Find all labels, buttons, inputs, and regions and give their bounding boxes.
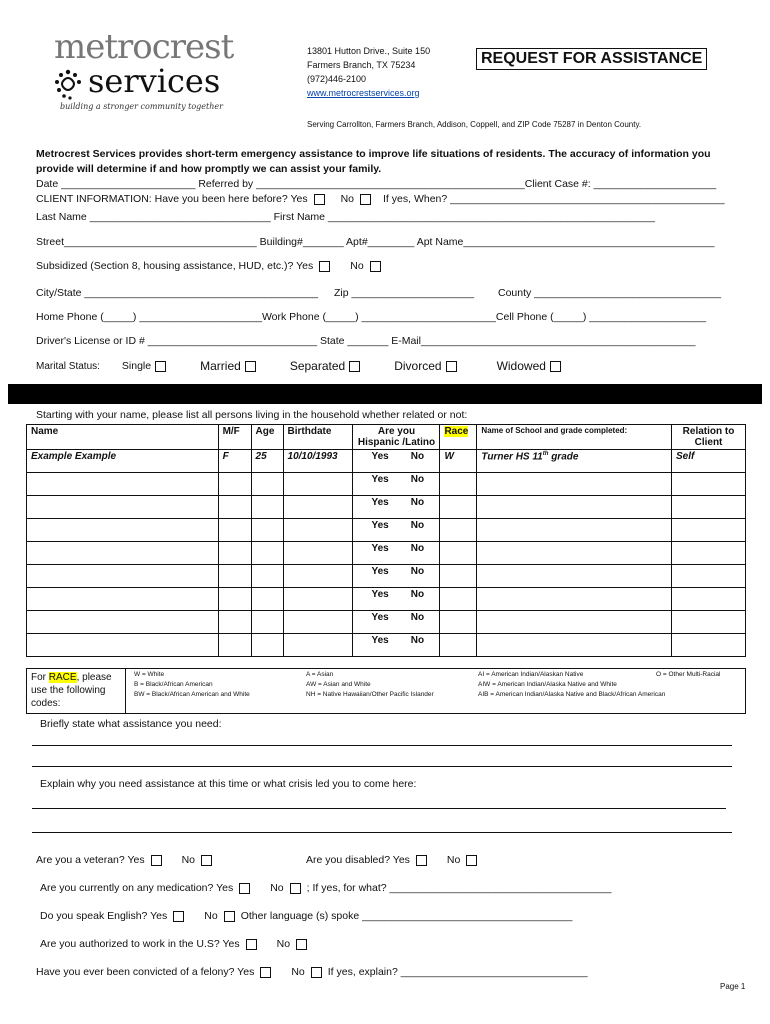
example-race: W	[440, 450, 477, 473]
website-link[interactable]: www.metrocrestservices.org	[307, 88, 420, 98]
example-relation: Self	[672, 450, 746, 473]
crisis-question: Explain why you need assistance at this time or what crisis led you to come here:	[40, 778, 417, 790]
example-birthdate: 10/10/1993	[283, 450, 353, 473]
widowed-label: Widowed	[496, 359, 546, 373]
row-yes[interactable]: Yes	[371, 497, 389, 508]
disabled-yes-checkbox[interactable]	[416, 855, 427, 866]
work-authorization-row	[40, 938, 307, 950]
row-yes[interactable]: Yes	[371, 520, 389, 531]
example-school	[477, 450, 672, 473]
disabled-no-label: No	[446, 854, 461, 866]
work-no-checkbox[interactable]	[296, 939, 307, 950]
name-field[interactable]: Last Name _______________________________ First Name ________________________________________________________	[36, 211, 655, 223]
race-code: NH = Native Hawaiian/Other Pacific Islander	[306, 691, 434, 698]
race-code: AI = American Indian/Alaskan Native	[478, 671, 584, 678]
been-here-no-checkbox[interactable]	[360, 194, 371, 205]
household-header-row	[27, 425, 746, 450]
header-relation: Relation to Client	[672, 425, 746, 450]
subsidized-yes-checkbox[interactable]	[319, 261, 330, 272]
example-school-suffix: grade	[548, 451, 579, 463]
work-no-label: No	[276, 938, 291, 950]
marital-status-label: Marital Status:	[36, 360, 100, 372]
felony-explain-field[interactable]: If yes, explain? ________________________________	[327, 966, 588, 978]
logo-text-metrocrest: metrocrest	[54, 27, 234, 67]
work-label: Are you authorized to work in the U.S? Yes	[40, 938, 240, 950]
address-line-2: Farmers Branch, TX 75234	[307, 60, 416, 70]
single-checkbox[interactable]	[155, 361, 166, 372]
english-no-label: No	[204, 910, 218, 922]
example-age: 25	[251, 450, 283, 473]
felony-no-label: No	[291, 966, 305, 978]
medication-if-field[interactable]: ; If yes, for what? ______________________________________	[306, 882, 612, 894]
subsidized-no-label: No	[350, 260, 364, 272]
example-yes: Yes	[371, 451, 389, 462]
address-line-1: 13801 Hutton Drive., Suite 150	[307, 46, 431, 56]
phone-number: (972)446-2100	[307, 74, 367, 84]
table-row[interactable]	[27, 473, 746, 496]
row-no[interactable]: No	[410, 612, 425, 623]
english-label: Do you speak English? Yes	[40, 910, 168, 922]
assistance-answer-line-2[interactable]	[32, 766, 732, 767]
yes-when-field[interactable]: If yes, When? _______________________________________________	[383, 193, 725, 205]
race-codes-label	[26, 668, 126, 714]
license-state-email-field[interactable]: Driver's License or ID # _____________________________ State _______ E-Mail_______________________________________________	[36, 335, 696, 347]
married-label: Married	[200, 359, 241, 373]
medication-label: Are you currently on any medication? Yes	[40, 882, 234, 894]
row-yes[interactable]: Yes	[371, 474, 389, 485]
row-yes[interactable]: Yes	[371, 589, 389, 600]
separated-label: Separated	[289, 359, 346, 373]
veteran-label: Are you a veteran? Yes	[36, 854, 145, 866]
household-table	[26, 424, 746, 657]
crisis-answer-line-2[interactable]	[32, 832, 732, 833]
header-race-text: Race	[444, 426, 469, 437]
subsidized-row	[36, 260, 381, 272]
veteran-no-label: No	[181, 854, 196, 866]
row-no[interactable]: No	[410, 543, 425, 554]
english-yes-checkbox[interactable]	[173, 911, 184, 922]
race-code: BW = Black/African American and White	[134, 691, 250, 698]
example-name: Example Example	[27, 450, 219, 473]
married-checkbox[interactable]	[245, 361, 256, 372]
separated-checkbox[interactable]	[349, 361, 360, 372]
header-name: Name	[27, 425, 219, 450]
work-yes-checkbox[interactable]	[246, 939, 257, 950]
subsidized-label: Subsidized (Section 8, housing assistance, HUD, etc.)? Yes	[36, 260, 314, 272]
intro-line-1: Metrocrest Services provides short-term emergency assistance to improve life situations of residents. The accuracy of information you	[36, 148, 711, 160]
row-no[interactable]: No	[410, 635, 425, 646]
felony-row	[36, 966, 588, 978]
header-age: Age	[251, 425, 283, 450]
race-code: W = White	[134, 671, 165, 678]
race-label-pre: For	[31, 672, 49, 683]
city-state-field[interactable]: City/State ________________________________________	[36, 287, 319, 299]
household-instruction: Starting with your name, please list all persons living in the household whether related or not:	[36, 409, 468, 421]
widowed-checkbox[interactable]	[550, 361, 561, 372]
table-row[interactable]	[27, 542, 746, 565]
divorced-label: Divorced	[394, 359, 442, 373]
race-label-race: RACE	[48, 672, 77, 683]
service-area: Serving Carrollton, Farmers Branch, Addison, Coppell, and ZIP Code 75287 in Denton County.	[307, 120, 642, 129]
veteran-yes-checkbox[interactable]	[151, 855, 162, 866]
medication-no-label: No	[270, 882, 284, 894]
race-code: B = Black/African American	[134, 681, 213, 688]
table-row-example	[27, 450, 746, 473]
single-label: Single	[121, 360, 152, 372]
header-birthdate: Birthdate	[283, 425, 353, 450]
medication-no-checkbox[interactable]	[290, 883, 301, 894]
section-divider-bar	[8, 384, 762, 404]
row-yes[interactable]: Yes	[371, 635, 389, 646]
example-school-sup: th	[542, 451, 549, 457]
header-race	[440, 425, 477, 450]
subsidized-no-checkbox[interactable]	[370, 261, 381, 272]
intro-line-2: provide will determine if and how promptly we can assist your family.	[36, 163, 382, 175]
race-code-other: O = Other Multi-Racial	[656, 671, 721, 678]
header-mf: M/F	[218, 425, 251, 450]
row-no[interactable]: No	[410, 497, 425, 508]
assistance-question: Briefly state what assistance you need:	[40, 718, 222, 730]
row-yes[interactable]: Yes	[371, 566, 389, 577]
table-row[interactable]	[27, 611, 746, 634]
row-no[interactable]: No	[410, 566, 425, 577]
been-here-yes-checkbox[interactable]	[314, 194, 325, 205]
example-no: No	[410, 451, 425, 462]
disabled-no-checkbox[interactable]	[466, 855, 477, 866]
example-mf: F	[218, 450, 251, 473]
crisis-answer-line-1[interactable]	[32, 808, 726, 809]
table-row[interactable]	[27, 588, 746, 611]
table-row[interactable]	[27, 565, 746, 588]
assistance-answer-line-1[interactable]	[32, 745, 732, 746]
race-code: A = Asian	[306, 671, 334, 678]
header-hispanic: Are you Hispanic /Latino	[353, 425, 440, 450]
client-info-label: CLIENT INFORMATION: Have you been here before? Yes	[36, 193, 308, 205]
veteran-row	[36, 854, 212, 866]
felony-yes-checkbox[interactable]	[260, 967, 271, 978]
disabled-label: Are you disabled? Yes	[306, 854, 410, 866]
page-number: Page 1	[720, 982, 746, 991]
been-here-no-label: No	[340, 193, 355, 205]
example-hispanic	[353, 450, 440, 473]
english-no-checkbox[interactable]	[224, 911, 235, 922]
phone-fields[interactable]: Home Phone (_____) _____________________Work Phone (_____) _______________________Cell Phone (_____) ____________________	[36, 311, 707, 323]
logo-text-services: services	[88, 62, 221, 100]
address-block	[307, 44, 430, 100]
county-field[interactable]: County ________________________________	[498, 287, 722, 299]
row-yes[interactable]: Yes	[371, 612, 389, 623]
disabled-row	[306, 854, 477, 866]
race-code: AW = Asian and White	[306, 681, 371, 688]
table-row[interactable]	[27, 496, 746, 519]
race-codes-col2	[306, 670, 434, 700]
row-no[interactable]: No	[410, 520, 425, 531]
street-field[interactable]: Street_________________________________ Building#_______ Apt#________ Apt Name___________________________________________	[36, 236, 715, 248]
date-referred-case-field[interactable]: Date _______________________ Referred by ______________________________________________Client Case #: _____________________	[36, 178, 717, 190]
marital-status-row	[36, 359, 561, 373]
english-row	[40, 910, 572, 922]
table-row[interactable]	[27, 519, 746, 542]
row-yes[interactable]: Yes	[371, 543, 389, 554]
other-language-field[interactable]: Other language (s) spoke ____________________________________	[240, 910, 573, 922]
client-info-row	[36, 193, 725, 205]
example-school-text: Turner HS 11	[481, 451, 543, 463]
race-codes-col1	[134, 670, 250, 700]
zip-field[interactable]: Zip _____________________	[334, 287, 475, 299]
felony-no-checkbox[interactable]	[311, 967, 322, 978]
medication-yes-checkbox[interactable]	[239, 883, 250, 894]
felony-label: Have you ever been convicted of a felony? Yes	[36, 966, 255, 978]
row-no[interactable]: No	[410, 474, 425, 485]
veteran-no-checkbox[interactable]	[201, 855, 212, 866]
header-school: Name of School and grade completed:	[477, 425, 672, 450]
form-title: REQUEST FOR ASSISTANCE	[476, 48, 707, 70]
race-codes-col3	[478, 670, 665, 700]
table-row[interactable]	[27, 634, 746, 657]
row-no[interactable]: No	[410, 589, 425, 600]
race-label-post: , please use the following codes:	[31, 672, 112, 709]
logo-flower-icon	[50, 66, 86, 105]
medication-row	[40, 882, 611, 894]
race-code: AIW = American Indian/Alaska Native and White	[478, 681, 617, 688]
logo-tagline: building a stronger community together	[60, 102, 223, 111]
divorced-checkbox[interactable]	[446, 361, 457, 372]
race-code: AIB = American Indian/Alaska Native and Black/African American	[478, 691, 666, 698]
